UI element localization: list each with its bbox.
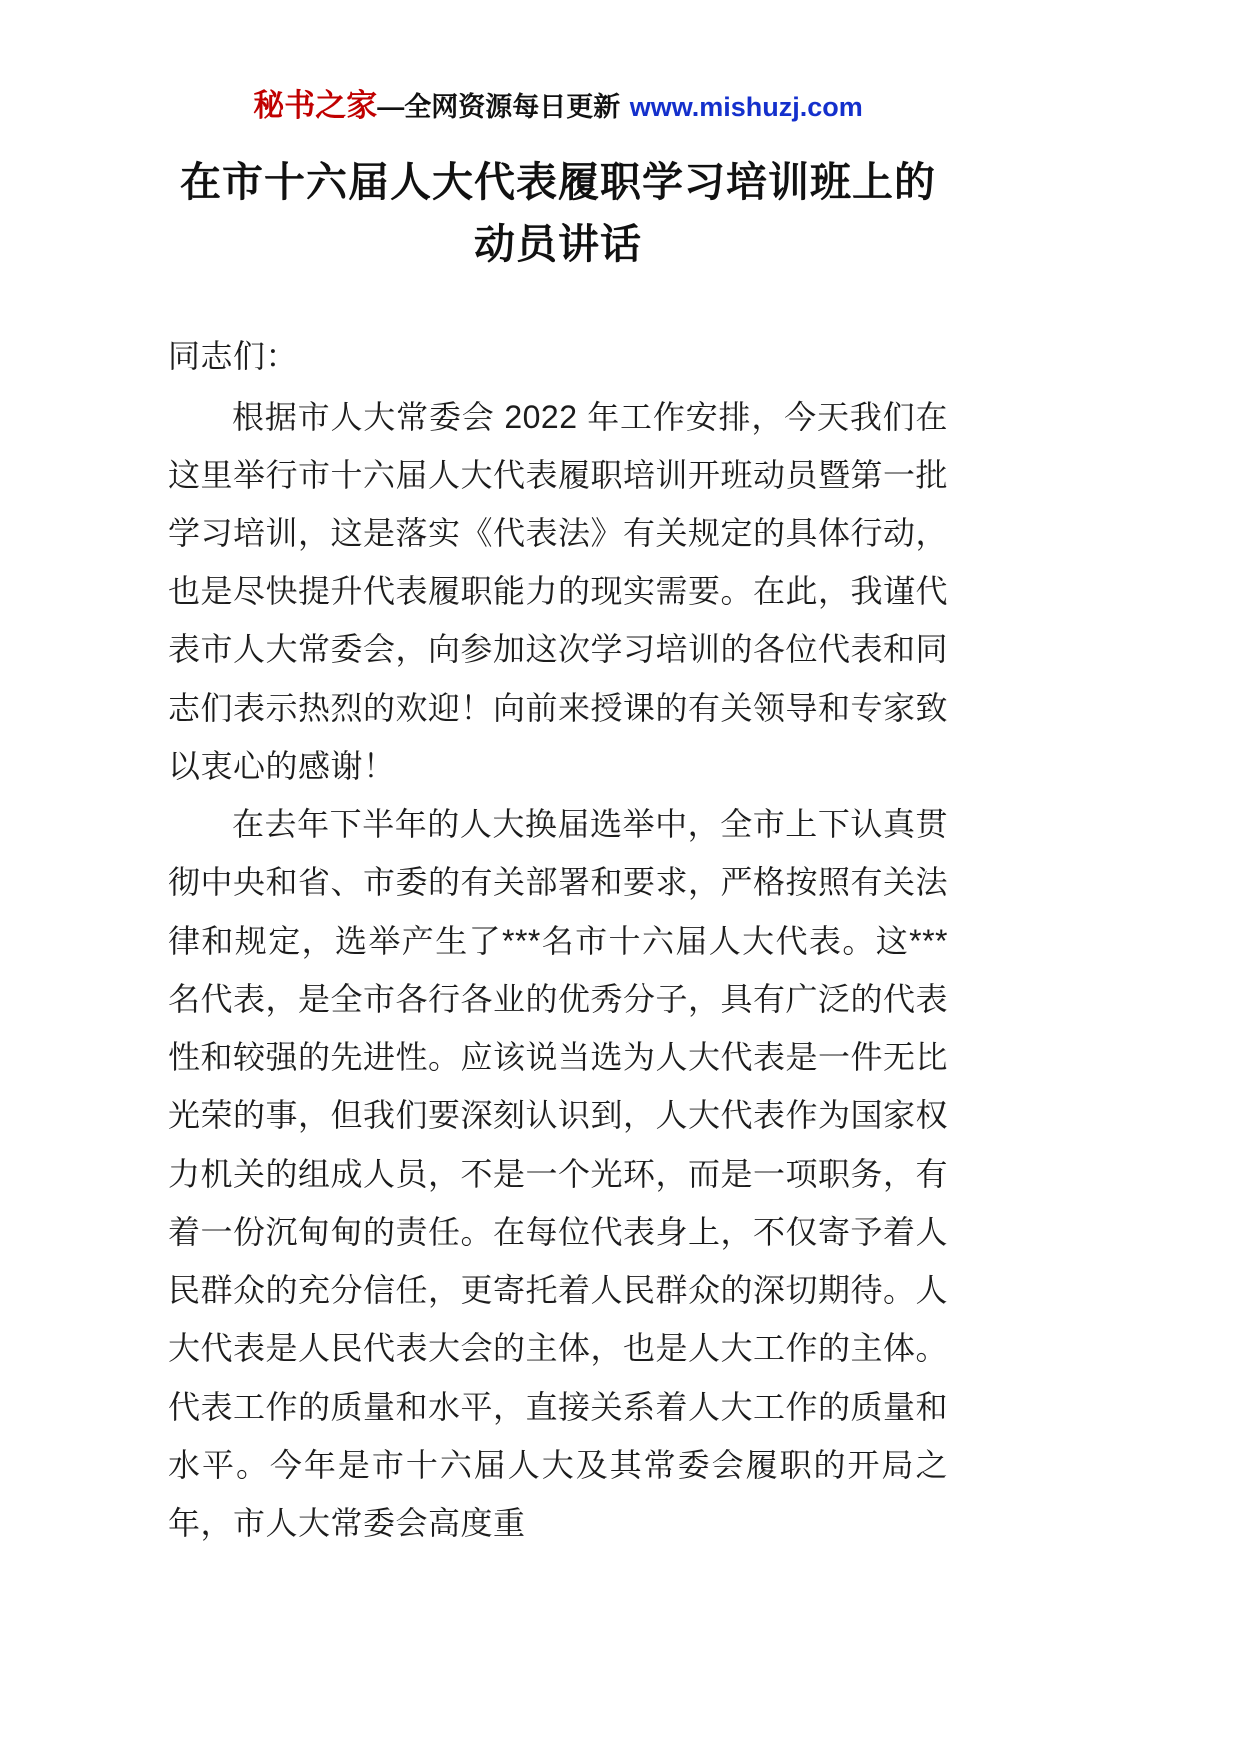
- header-dash: —: [377, 92, 405, 122]
- header-tagline: 全网资源每日更新: [404, 92, 621, 122]
- site-header: [168, 86, 948, 126]
- paragraph-1: 根据市人大常委会 2022 年工作安排，今天我们在这里举行市十六届人大代表履职培训开班动员暨第一批学习培训，这是落实《代表法》有关规定的具体行动，也是尽快提升代表履职能力的现实需要。在此，我谨代表市人大常委会，向参加这次学习培训的各位代表和同志们表示热烈的欢迎！向前来授课的有关领导和专家致以衷心的感谢！: [168, 398, 949, 784]
- site-brand: 秘书之家: [253, 88, 378, 123]
- salutation: 同志们：: [168, 338, 299, 375]
- paragraph-2: 在去年下半年的人大换届选举中，全市上下认真贯彻中央和省、市委的有关部署和要求，严格按照有关法律和规定，选举产生了***名市十六届人大代表。这***名代表，是全市各行各业的优秀分子，具有广泛的代表性和较强的先进性。应该说当选为人大代表是一件无比光荣的事，但我们要深刻认识到，人大代表作为国家权力机关的组成人员，不是一个光环，而是一项职务，有着一份沉甸甸的责任。在每位代表身上，不仅寄予着人民群众的充分信任，更寄托着人民群众的深切期待。人大代表是人民代表大会的主体，也是人大工作的主体。代表工作的质量和水平，直接关系着人大工作的质量和水平。今年是市十六届人大及其常委会履职的开局之年，市人大常委会高度重: [168, 806, 949, 1541]
- site-url-link[interactable]: www.mishuzj.com: [629, 92, 863, 122]
- document-body: [168, 327, 948, 1552]
- document-title: 在市十六届人大代表履职学习培训班上的动员讲话: [180, 159, 936, 267]
